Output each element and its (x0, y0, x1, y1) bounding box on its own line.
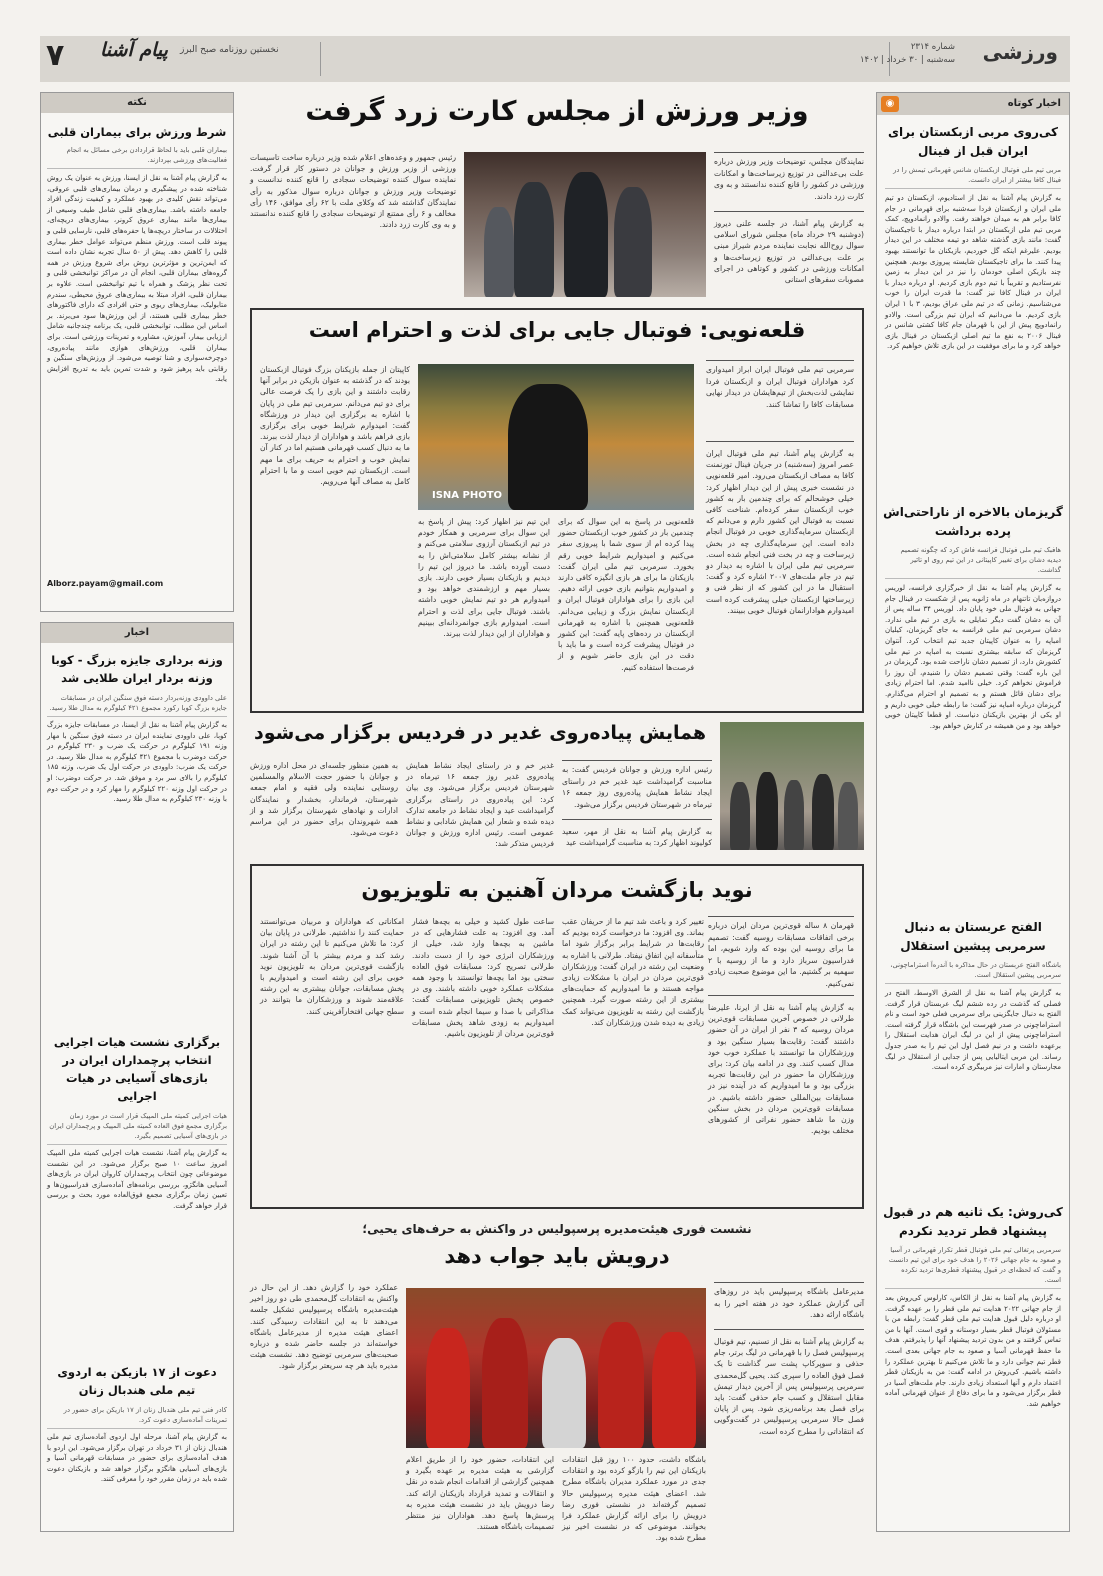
newspaper-slogan: نخستین روزنامه صبح البرز (180, 45, 279, 55)
story5-photo (406, 1288, 706, 1448)
news-item-body: به گزارش پیام آشنا، مرحله اول اردوی آماده‌سازی تیم ملی هندبال زنان از ۳۱ خرداد در تهران برگزار می‌شود. این اردو با هدف آماده‌سازی برای حضور در مسابقات قهرمانی آسیا و بازی‌های آسیایی هانگژو برگزار خواهد شد و بازیکنان دعوت شده باید در زمان مقرر خود را معرفی کنند. (47, 1433, 228, 1484)
news-item-title: کی‌روش: یک ثانیه هم در قبول پیشنهاد قطر تردید نکردم (883, 1205, 1063, 1238)
news-item-title: کی‌روی مربی ازبکستان برای ایران قبل از فینال (887, 125, 1058, 158)
story4-col4: امکاناتی که هواداران و مربیان می‌توانستند حمایت کنند را نداشتیم. طرلانی در پایان بیان کرد: ما تلاش می‌کنیم تا این رشته در ایران رشد کند و مردم بیشتر با آن آشنا شوند. بازگشت قوی‌ترین مردان به تلویزیون نوید خوبی برای این رشته است و امیدواریم با پخش مسابقات، جوانان بیشتری به این رشته علاقه‌مند شوند و ورزشکاران ما بتوانند در سطح جهانی افتخارآفرینی کنند. (260, 917, 404, 1016)
story2-photo (418, 364, 694, 510)
news-item (47, 1363, 227, 1523)
story2-box (250, 308, 864, 713)
story4-title: نوید بازگشت مردان آهنین به تلویزیون (361, 878, 753, 902)
note-lead: بیماران قلبی باید با لحاظ قراردادن برخی مسائل به انجام فعالیت‌های ورزشی بپردازند. (47, 145, 227, 169)
story5-col3: این انتقادات، حضور خود را از طریق اعلام گزارشی به هیئت مدیره بر عهده بگیرد و همچنین گزارشی از اقدامات انجام شده در نقل و انتقالات و تمدید قرارداد بازیکنان ارائه کند. رضا درویش باید در نشست هیئت مدیره به پرسش‌ها پاسخ دهد. هواداران نیز منتظر تصمیمات باشگاه هستند. (406, 1455, 554, 1532)
news-item-lead: باشگاه الفتح عربستان در حال مذاکره با آندره‌آ استراماچونی، سرمربی پیشین استقلال است. (885, 960, 1061, 984)
story5-col2: باشگاه داشت، حدود ۱۰۰ روز قبل انتقادات بازیکنان این تیم را بازگو کرده بود و انتقادات جدی در مورد عملکرد مدیران باشگاه مطرح شد. اعضای هیئت مدیره پرسپولیس حالا تصمیم گرفته‌اند در نشستی فوری رضا درویش را برای ارائه گزارش عملکرد فرا بخوانند. موضوعی که در نشست اخیر نیز مطرح شده بود. (562, 1455, 706, 1543)
section-title: ورزشی (982, 40, 1058, 64)
story4-col3: ساعت طول کشید و خیلی به بچه‌ها فشار آمد. وی افزود: به علت فشارهایی که در ماشین به بچه‌ها وارد شد، خیلی از ورزشکاران انرژی خود را از دست دادند. طرلانی تصریح کرد: مسابقات فوق العاده سختی بود اما بچه‌ها توانستند با وجود همه مشکلات عملکرد خوبی داشته باشند. وی در خصوص پخش تلویزیونی مسابقات گفت: مذاکراتی با صدا و سیما انجام شده است و امیدواریم به زودی شاهد پخش مسابقات قوی‌ترین مردان از تلویزیون باشیم. (412, 917, 554, 1039)
news-item-body: به گزارش پیام آشنا به نقل از خبرگزاری فرانسه، لوریس دروازه‌بان تاتنهام در ماه ژانویه پس از شکست در فینال جام جهانی به فوتبال ملی خود پایان داد. لوریس ۳۴ ساله پس از آن به دشان گفت دیگر تمایلی به بازی در تیم ملی ندارد. دشان سرمربی تیم ملی فرانسه به جای گریزمان، کیلیان امباپه را به عنوان کاپیتان جدید تیم انتخاب کرد. آنتوان گریزمان که سابقه بیشتری نسبت به امباپه در تیم ملی کشورش دارد، از تصمیم دشان ناراحت شده بود. گریزمان در این باره گفت: وقتی تصمیم دشان را شنیدم، آن روز را فراموش نخواهم کرد. خیلی ناامید شدم. اما احترام زیادی برای دشان قائل هستم و به تصمیم او احترام می‌گذارم. گریزمان درباره امباپه نیز گفت: ما رابطه خیلی خوبی داریم و او یکی از بهترین بازیکنان دنیاست. او قطعا کاپیتان خوبی خواهد بود و من همیشه در کنارش خواهم بود. (885, 584, 1061, 730)
news-heading: اخبار (41, 623, 233, 643)
short-news-column (876, 92, 1070, 1532)
story3-body-right: به گزارش پیام آشنا به نقل از مهر، سعید کولیوند اظهار کرد: به مناسبت گرامیداشت عید (562, 827, 712, 848)
news-item-title: الفتح عربستان به دنبال سرمربی پیشین استقلال (900, 920, 1046, 953)
contact-email[interactable]: Alborz.payam@gmail.com (47, 579, 164, 588)
story2-title: قلعه‌نویی: فوتبال جایی برای لذت و احترام است (308, 318, 806, 342)
note-heading: نکته (41, 93, 233, 113)
story2-col1: به گزارش پیام آشنا، تیم ملی فوتبال ایران عصر امروز (سه‌شنبه) در جریان فینال تورنمنت کافا به مصاف ازبکستان می‌رود. امیر قلعه‌نویی در نشست خبری پیش از این دیدار اظهار کرد: خیلی خوشحالم که برای چندمین بار به کشور خوب ازبکستان سفر کرده‌ام. شناخت کافی نسبت به فوتبال این کشور دارم و می‌دانم که ازبکستان سرمایه‌گذاری خوبی در فوتبال انجام داده است. این سرمایه‌گذاری چه در بخش زیرساخت و چه در بخت فنی انجام شده است. سرمربی تیم ملی ایران با اشاره به دیدار دو تیم در جام ملت‌های ۲۰۰۷ اشاره کرد و گفت: استقبال ما در این کشور که از نظر فنی و زیرساختها ازبکستان خیلی پیشرفت کرده است امیدوارم هوادارانمان فوتبال خوبی ببینند. (706, 449, 854, 615)
story2-col4: کاپیتان از جمله بازیکنان بزرگ فوتبال ازبکستان بودند که در گذشته به عنوان بازیکن در برابر آنها رقابت داشتند و این بازی را یک فرصت عالی برای دو تیم می‌دانم. سرمربی تیم ملی در پایان با اشاره به برگزاری این دیدار در ورزشگاه گفت: امیدوارم شرایط خوبی برای برگزاری بازی فراهم باشد و هواداران از دیدار لذت ببرند. ما به دنبال کسب قهرمانی هستیم اما در کنار آن نمایش خوب و احترام به حریف برای ما مهم است. ازبکستان تیم خوبی است و ما با احترام کامل به مصاف آنها می‌رویم. (260, 365, 410, 487)
story5-col4: عملکرد خود را گزارش دهد. از این حال در واکنش به انتقادات گل‌محمدی طی دو روز اخیر هیئت‌مدیره باشگاه پرسپولیس تشکیل جلسه می‌دهند تا به این انتقادات رسیدگی کنند. اعضای هیئت مدیره از مدیرعامل باشگاه خواسته‌اند در جلسه حاضر شده و درباره صحبت‌های سرمربی توضیح دهد. نشست هیئت مدیره باید هر چه سریعتر برگزار شود. (250, 1283, 398, 1371)
story3-title: همایش پیاده‌روی غدیر در فردیس برگزار می‌شود (253, 722, 707, 744)
story2-col3: این تیم نیز اظهار کرد: پیش از پاسخ به این سوال برای سرمربی و همکار خودم در تیم ازبکستان آرزوی سلامتی می‌کنم و از نشانه بیشتر کامل سلامتی‌اش را به دست آورده باشد. ما دیروز این تیم را دیدیم و بازیکنان بسیار خوبی دارند. بازی بسیار مهم و ارزشمندی خواهد بود و امیدوارم هر دو تیم نمایش خوبی داشته باشند. فوتبال جایی برای لذت و احترام است. امیدوارم بازی جوانمردانه‌ای ببینیم و هواداران از این دیدار لذت ببرند. (418, 517, 550, 639)
news-item-lead: علی داوودی وزنه‌بردار دسته فوق سنگین ایران در مسابقات جایزه بزرگ کوبا رکورد مجموع ۴۲۱ کیلوگرم به مدال طلا رسید. (47, 693, 227, 717)
issue-number: شماره ۲۳۱۴ (910, 42, 955, 52)
story1-title: وزیر ورزش از مجلس کارت زرد گرفت (305, 96, 809, 127)
news-item-body: به گزارش پیام آشنا به نقل از استادیوم، ازبکستان دو تیم ملی ایران و ازبکستان فردا سه‌شنبه برای قهرمانی در جام کافا برابر هم به میدان خواهند رفت. والادو رانمادوپچ، کمک مربی تیم ملی ازبکستان در ابتدا درباره دیدار با تاجیکستان گفت: مانند بازی گذشته شاهد دو تیمه مختلف در این دیدار بودیم. علیرغم اینکه گل خوردیم، بازیکنان ما توانستند بهبود پیدا کنند. ما برای تاجیکستان شایسته پیروزی بودیم. همچنین چند بازیکن اصلی خودمان را نیز در این دیدار به زمین نفرستادیم و تقریباً با تیم دوم بازی کردیم. او درباره دیدار با ایران در فینال کافا نیز گفت: ما قدرت ایران را خوب می‌شناسیم. زمانی که در تیم ملی عراق بودیم، ۳ با ۱ ایران بازی کردیم. ما می‌دانیم که ایران تیم بزرگی است. والادو رانمادوپچ پیش از این با قهرمان جام کافا کشتی شانس در فینال ۲۰۰۶ به نفع ما تیم اصلی ازبکستان در فینال بازی خواهد کرد و ما برای موفقیت در این بازی تلاش خواهیم کرد. (885, 194, 1061, 351)
story2-lead: سرمربی تیم ملی فوتبال ایران ابراز امیدواری کرد هواداران فوتبال ایران و ازبکستان فردا نمایشی لذت‌بخش از تیم‌هایشان در دیدار نهایی مسابقات کافا را تماشا کنند. (706, 360, 854, 442)
short-news-heading (877, 93, 1069, 115)
story5-kicker: نشست فوری هیئت‌مدیره پرسپولیس در واکنش به حرف‌های یحیی؛ (362, 1222, 752, 1236)
story3-lead: رئیس اداره ورزش و جوانان فردیس گفت: به مناسبت گرامیداشت عید غدیر خم در راستای ایجاد نشاط همایش پیاده‌روی روز جمعه ۱۶ تیرماه در شهرستان فردیس برگزار می‌شود. (562, 760, 712, 820)
story4-box (250, 864, 864, 1209)
story5-col1: به گزارش پیام آشنا به نقل از تسنیم، تیم فوتبال پرسپولیس فصل را با قهرمانی در لیگ برتر، جام حذفی و سوپرکاپ پشت سر گذاشت تا یک فصل فوق العاده را سپری کند. یحیی گل‌محمدی سرمربی پرسپولیس پس از آخرین دیدار تیمش مقابل استقلال و کسب جام حذفی گفت: باید برای فصل بعد برنامه‌ریزی شود. پس از پایان فصل حالا سرمربی پرسپولیس در گفت‌وگویی که انتقاداتی را مطرح کرده است، (713, 1337, 864, 1436)
note-body: به گزارش پیام آشنا به نقل از ایسنا، ورزش به عنوان یک روش شناخته شده در پیشگیری و درمان بیماری‌های قلبی عروقی، می‌تواند نقش کلیدی در بهبود عملکرد و کیفیت زندگی افراد جامعه داشته باشد. بیماری‌های قلبی شامل طیف وسیعی از بیماری‌ها مانند بیماری عروق کرونر، بیماری‌های دریچه‌ای، اختلالات در ساختار دریچه‌ها یا حفره‌های قلبی، نارسایی قلبی و پیوند قلب است. ورزش منظم می‌تواند عوامل خطر بیماری قلبی را کاهش دهد. پیش از ۵۰ سال تجربه نشان داده است که ایمن‌ترین و مؤثرترین روش برای شروع ورزش در همه گروه‌های بیماران قلبی، انجام آن در مراکز توانبخشی قلبی و تحت نظر پزشک و همراه با تیم توانبخشی است. علاوه بر بیماران قلبی، افراد مبتلا به بیماری‌های عروق محیطی، سندرم متابولیک، بیماری‌های ریوی و حتی افرادی که دارای فاکتورهای خطر بیماری قلبی هستند، از این ورزش‌ها سود می‌برند. بر اساس این مطلب، توانبخشی قلبی، یک برنامه چندجانبه شامل ارزیابی بیمار، آموزش، مشاوره و تمرینات ورزشی است. برای بیماران قلبی، ورزش‌های هوازی مانند پیاده‌روی، دوچرخه‌سواری و شنا توصیه می‌شود. از ورزش‌های سنگین و رقابتی باید پرهیز شود و شدت تمرین باید به تدریج افزایش یابد. (47, 174, 227, 384)
note-box (40, 92, 234, 612)
news-item (877, 1203, 1069, 1528)
left-column (40, 92, 234, 1532)
news-item-body: به گزارش پیام آشنا به نقل از الکاس، کارلوس کی‌روش بعد از جام جهانی ۲۰۲۲ هدایت تیم ملی قطر را بر عهده گرفت. او درباره دلیل قبول هدایت تیم ملی قطر گفت: رابطه من با مسئولان فوتبال قطر بسیار دوستانه و قوی است. آنها با من تماس گرفتند و من بدون تردید پیشنهاد آنها را پذیرفتم. هدف ما حفظ قهرمانی آسیا و صعود به جام جهانی بعدی است. قطر تیم جوانی دارد و ما تلاش می‌کنیم تا بهترین عملکرد را داشته باشیم. کی‌روش در ادامه گفت: من به بازیکنان قطر اعتماد دارم و آنها استعداد زیادی دارند. جام ملت‌های آسیا در قطر برگزار می‌شود و ما برای دفاع از عنوان قهرمانی آماده خواهیم شد. (885, 1294, 1061, 1408)
news-box (40, 622, 234, 1532)
news-item-lead: سرمربی پرتغالی تیم ملی فوتبال قطر تکرار قهرمانی در آسیا و صعود به جام جهانی ۲۰۲۶ را هدف خود برای این تیم دانست و گفت که لحظه‌ای در قبول پیشنهاد قطری‌ها تردید نکرده است. (885, 1245, 1061, 1289)
news-item-body: به گزارش پیام آشنا، نشست هیات اجرایی کمیته ملی المپیک امروز ساعت ۱۰ صبح برگزار می‌شود. در این نشست موضوعاتی چون انتخاب پرچمداران کاروان ایران در بازی‌های آسیایی هانگژو، بررسی برنامه‌های آماده‌سازی فدراسیون‌ها و تعیین زمان برگزاری مجمع فوق‌العاده مورد بحث و بررسی قرار خواهد گرفت. (47, 1149, 227, 1210)
story5-lead: مدیرعامل باشگاه پرسپولیس باید در روزهای آتی گزارش عملکرد خود در هفته اخیر را به باشگاه ارائه دهد. (714, 1282, 864, 1330)
page-header (40, 36, 1070, 82)
story3-body-mid: غدیر خم و در راستای ایجاد نشاط همایش پیاده‌روی غدیر روز جمعه ۱۶ تیرماه در شهرستان فردیس برگزار می‌شود. وی بیان کرد: این پیاده‌روی در راستای برگزاری گرامیداشت عید و ایجاد نشاط در جامعه تدارک دیده شده و شعار این همایش شادابی و نشاط عمومی است. رئیس اداره ورزش و جوانان فردیس متذکر شد: (406, 761, 554, 849)
news-item-title: برگزاری نشست هیات اجرایی انتخاب پرچمداران ایران در بازی‌های آسیایی در هیات اجرایی (53, 1035, 221, 1103)
issue-info (860, 41, 955, 67)
news-item-lead: هافبک تیم ملی فوتبال فرانسه فاش کرد که چگونه تصمیم دیدیه دشان برای تغییر کاپیتانی در این تیم روی او تاثیر گذاشت. (885, 545, 1061, 579)
news-item-title: وزنه برداری جایزه بزرگ - کوبا وزنه بردار ایران طلایی شد (51, 653, 223, 685)
news-item-body: به گزارش پیام آشنا به نقل از الشرق الاوسط، الفتح در فصلی که گذشت در رده ششم لیگ عربستان قرار گرفت. الفتح به دنبال جایگزینی برای سرمربی فعلی خود است و نام استراماچونی در صدر فهرست این باشگاه قرار گرفته است. استراماچونی پیش از این در لیگ ایران هدایت استقلال را برعهده داشت و در نیم فصل اول این تیم را به صدر جدول رساند. این مربی ایتالیایی پس از جدایی از استقلال در لیگ مجارستان و امارات نیز مربیگری کرده است. (885, 989, 1061, 1072)
story3-body-left: به همین منظور جلسه‌ای در محل اداره ورزش و جوانان با حضور حجت الاسلام والمسلمین روستایی نماینده ولی فقیه و امام جمعه شهرستان، فرماندار، بخشدار و نمایندگان ادارات و نهادهای شهرستان برگزار شد و از همه شهروندان برای حضور در این مراسم دعوت می‌شود. (250, 761, 398, 838)
newspaper-logo: پیام آشنا (100, 39, 168, 61)
story2-col2: قلعه‌نویی در پاسخ به این سوال که برای چندمین بار در کشور خوب ازبکستان حضور پیدا کرده ام از سوی شما با پیروزی سفر می‌کنیم و امیدواریم شرایط خوبی رقم بخورد. سرمربی تیم ملی ایران گفت: بازیکنان ما برای هر بازی انگیزه کافی دارند و امیدواریم بتوانیم بازی خوبی ارائه دهیم. این بازی را برای هواداران فوتبال ایران و ازبکستان نمایش بزرگ و زیبایی می‌دانم. قلعه‌نویی همچنین با اشاره به قهرمانی ازبکستان در رده‌های پایه گفت: این کشور در فوتبال پیشرفت کرده است و ما باید با دقت در این بازی حاضر شویم و از فرصت‌ها استفاده کنیم. (558, 517, 694, 672)
story1-lead: نمایندگان مجلس، توضیحات وزیر ورزش درباره علت بی‌عدالتی در توزیع زیرساخت‌ها و امکانات ورزشی در کشور را قانع کننده ندانستند و به وی کارت زرد دادند. (714, 152, 864, 212)
news-item-lead: کادر فنی تیم ملی هندبال زنان از ۱۷ بازیکن برای حضور در تمرینات آماده‌سازی دعوت کرد. (47, 1405, 227, 1429)
issue-date: سه‌شنبه | ۳۰ خرداد | ۱۴۰۲ (859, 55, 955, 65)
news-item (47, 651, 227, 1001)
page-number: ۷ (46, 38, 65, 73)
news-item-title: گریزمان بالاخره از ناراحتی‌اش پرده برداشت (883, 505, 1063, 538)
story4-col1: به گزارش پیام آشنا به نقل از ایرنا، علیرضا طرلانی در خصوص آخرین مسابقات قوی‌ترین مردان روسیه که ۳ نفر از ایران در آن حضور داشتند گفت: رقابت‌ها بسیار سنگین بود و ورزشکاران ما توانستند با عملکرد خوب خود مدال کسب کنند. وی در ادامه بیان کرد: برای ورزشکاران ما حضور در این رقابت‌ها تجربه بزرگی بود و ما امیدواریم که در آینده نیز در مسابقات بین‌المللی حضور داشته باشیم. در مسابقات قوی‌ترین مردان در بخش سنگین وزن ما شاهد حضور نفراتی از کشورهای مختلف بودیم. (708, 1003, 854, 1136)
news-item (877, 503, 1069, 893)
story4-col2: تغییر کرد و باعث شد تیم ما از حریفان عقب بماند. وی افزود: ما درخواست کرده بودیم که رقابت‌ها در شرایط برابر برگزار شود اما متأسفانه این اتفاق نیفتاد. طرلانی با اشاره به وضعیت این رشته در ایران گفت: ورزشکاران قوی‌ترین مردان در ایران با مشکلات زیادی مواجه هستند و ما امیدواریم که حمایت‌های بیشتری از این رشته صورت گیرد. همچنین بازگشت این رشته به تلویزیون می‌تواند کمک زیادی به دیده شدن ورزشکاران کند. (562, 917, 704, 1027)
story1-body-right (714, 218, 864, 298)
news-item-lead: هیات اجرایی کمیته ملی المپیک قرار است در مورد زمان برگزاری مجمع فوق العاده کمیته ملی المپیک و پرچمداران ایران در بازی‌های آسیایی تصمیم بگیرد. (47, 1111, 227, 1145)
header-divider (320, 42, 321, 76)
story1-photo (464, 152, 706, 297)
rss-icon: ◉ (881, 96, 899, 112)
news-item (877, 918, 1069, 1178)
photo-credit: ISNA PHOTO (432, 490, 503, 501)
news-item (47, 1033, 227, 1323)
short-news-heading-label: اخبار کوتاه (1007, 98, 1061, 109)
news-item (877, 123, 1069, 478)
story4-lead: قهرمان ۸ ساله قوی‌ترین مردان ایران درباره برخی اتفاقات مسابقات روسیه گفت: تصمیم ما برای روسیه این بوده که وارد شویم، اما فدراسیون سرباز دارد و ما از روسیه با ۲ سهمیه بر گشتیم. ما این موضوع صحبت زیادی نمی‌کنیم. (708, 916, 854, 996)
news-item-title: دعوت از ۱۷ بازیکن به اردوی تیم ملی هندبال زنان (57, 1365, 217, 1397)
story3-photo (720, 722, 864, 850)
story1-body-right-text: به گزارش پیام آشنا، در جلسه علنی دیروز (دوشنبه ۲۹ خرداد ماه) مجلس شورای اسلامی سوال روح‌الله نجابت نماینده مردم شیراز مبنی بر علت بی‌عدالتی در توزیع زیرساخت‌ها و امکانات ورزشی در کشور و کوتاهی در اجرای مصوبات سفرهای استانی (714, 219, 864, 285)
news-item-lead: مربی تیم ملی فوتبال ازبکستان شانس قهرمانی تیمش را در فینال کافا بیشتر از ایران دانست. (885, 165, 1061, 189)
story5-title: درویش باید جواب دهد (444, 1244, 670, 1268)
note-title: شرط ورزش برای بیماران قلبی (47, 125, 227, 139)
story1-body-left: رئیس جمهور و وعده‌های اعلام شده وزیر درباره ساخت تاسیسات ورزشی از وزیر ورزش و جوانان در دستور کار قرار گرفت. نماینده سوال کننده توضیحات سجادی را قانع کننده ندانست و توضیحات وزیر ورزش و جوانان درباره سوال مذکور به رأی نمایندگان گذاشته شد که وکلای ملت با ۶۲ رأی موافق، ۱۴۶ رأی مخالف و ۶ رأی ممتنع از توضیحات سجادی را قانع کننده ندانستند و به وی کارت زرد دادند. (250, 153, 457, 230)
news-item-body: به گزارش پیام آشنا به نقل از ایسنا، در مسابقات جایزه بزرگ کوبا، علی داوودی نماینده ایران در دسته فوق سنگین با مهار وزنه ۱۹۱ کیلوگرم در حرکت یک ضرب و ۲۳۰ کیلوگرم در حرکت دوضرب با مجموع ۴۲۱ کیلوگرم به مدال طلا رسید. در حرکت یک ضرب: داوودی در حرکت اول یک ضرب، وزنه ۱۸۵ کیلوگرم را بالای سر برد و موفق شد. در حرکت دوضرب: او در حرکت اول وزنه ۲۲۰ کیلوگرم را مهار کرد و در حرکت دوم با وزنه ۲۳۰ کیلوگرم به مدال طلا رسید. (47, 721, 228, 804)
